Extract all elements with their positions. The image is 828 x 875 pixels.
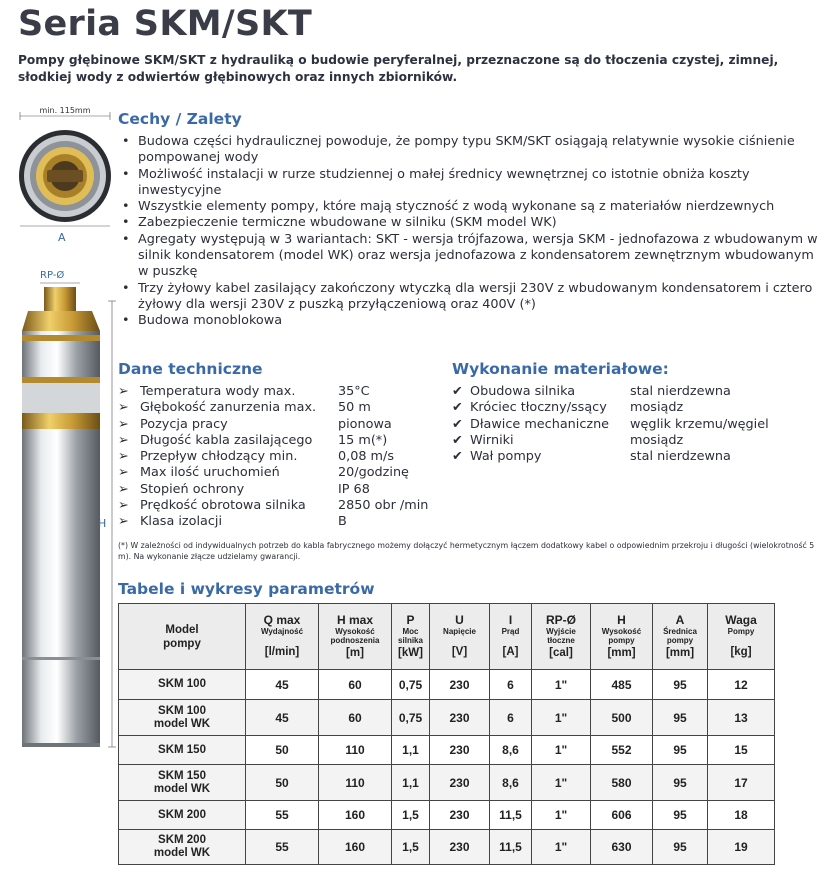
value-cell: 60 [319, 670, 392, 700]
header-diameter: A Średnica pompy [mm] [653, 604, 708, 670]
material-row: ✔ Obudowa silnika stal nierdzewna [452, 384, 731, 399]
value-cell: 606 [591, 801, 653, 830]
header-current: I Prąd [A] [490, 604, 532, 670]
value-cell: 485 [591, 670, 653, 700]
value-cell: 230 [430, 801, 490, 830]
value-cell: 580 [591, 765, 653, 801]
value-cell: 17 [708, 765, 775, 801]
value-cell: 6 [490, 700, 532, 736]
value-cell: 230 [430, 765, 490, 801]
header-weight: Waga Pompy [kg] [708, 604, 775, 670]
arrow-icon: ➢ [118, 465, 129, 481]
value-cell: 95 [653, 830, 708, 865]
value-cell: 6 [490, 670, 532, 700]
list-item: • Zabezpieczenie termiczne wbudowane w silniku (SKM model WK) [118, 215, 818, 231]
value-cell: 500 [591, 700, 653, 736]
pump-top-view-diagram [14, 104, 116, 244]
header-height: H Wysokość pompy [mm] [591, 604, 653, 670]
width-label: min. 115mm [39, 106, 91, 115]
value-cell: 1,5 [392, 830, 430, 865]
header-rp: RP-Ø Wyjście tłoczne [cal] [532, 604, 591, 670]
header-q-max: Q max Wydajność [l/min] [246, 604, 319, 670]
value-cell: 0,75 [392, 670, 430, 700]
table-row [119, 765, 775, 801]
value-cell: 8,6 [490, 765, 532, 801]
material-row: ✔ Wał pompy stal nierdzewna [452, 449, 731, 465]
value-cell: 160 [319, 830, 392, 865]
value-cell: 1" [532, 736, 591, 765]
value-cell: 110 [319, 765, 392, 801]
table-row [119, 670, 775, 700]
model-cell: SKM 200 model WK [119, 830, 246, 865]
value-cell: 0,75 [392, 700, 430, 736]
model-cell: SKM 150 [119, 736, 246, 765]
model-cell: SKM 200 [119, 801, 246, 830]
value-cell: 55 [246, 801, 319, 830]
value-cell: 1" [532, 801, 591, 830]
list-item: • Możliwość instalacji w rurze studziennej o małej średnicy wewnętrznej co istotnie obniża koszty inwestycyjne [118, 167, 818, 200]
value-cell: 45 [246, 670, 319, 700]
value-cell: 95 [653, 670, 708, 700]
value-cell: 630 [591, 830, 653, 865]
value-cell: 13 [708, 700, 775, 736]
value-cell: 230 [430, 830, 490, 865]
value-cell: 55 [246, 830, 319, 865]
value-cell: 160 [319, 801, 392, 830]
value-cell: 50 [246, 765, 319, 801]
table-heading: Tabele i wykresy parametrów [118, 580, 375, 598]
features-heading: Cechy / Zalety [118, 110, 242, 128]
arrow-icon: ➢ [118, 416, 129, 432]
specs-list [118, 384, 458, 531]
spec-row: ➢ Głębokość zanurzenia max. 50 m [118, 400, 371, 416]
header-voltage: U Napięcie [V] [430, 604, 490, 670]
table-row [119, 736, 775, 765]
features-list [118, 134, 818, 330]
model-cell: SKM 100 model WK [119, 700, 246, 736]
value-cell: 552 [591, 736, 653, 765]
checkmark-icon: ✔ [452, 416, 463, 432]
list-item: • Wszystkie elementy pompy, które mają styczność z wodą wykonane są z materiałów nierdzewnych [118, 199, 818, 215]
table-row [119, 830, 775, 865]
checkmark-icon: ✔ [452, 432, 463, 448]
value-cell: 11,5 [490, 830, 532, 865]
checkmark-icon: ✔ [452, 384, 463, 399]
value-cell: 230 [430, 736, 490, 765]
value-cell: 18 [708, 801, 775, 830]
intro-text: Pompy głębinowe SKM/SKT z hydrauliką o budowie peryferalnej, przeznaczone są do tłoczenia czystej, zimnej, słodkiej wody z odwiertów głębinowych oraz innych zbiorników. [18, 53, 779, 84]
value-cell: 8,6 [490, 736, 532, 765]
value-cell: 110 [319, 736, 392, 765]
header-model: Model pompy [119, 604, 246, 670]
value-cell: 45 [246, 700, 319, 736]
material-row: ✔ Króciec tłoczny/ssący mosiądz [452, 400, 684, 416]
value-cell: 12 [708, 670, 775, 700]
model-cell: SKM 150 model WK [119, 765, 246, 801]
value-cell: 230 [430, 670, 490, 700]
spec-row: ➢ Prędkość obrotowa silnika 2850 obr /min [118, 498, 429, 514]
spec-row: ➢ Stopień ochrony IP 68 [118, 481, 370, 497]
value-cell: 95 [653, 765, 708, 801]
footnote: (*) W zależności od indywidualnych potrzeb do kabla fabrycznego możemy dołączyć hermetycznym łączem dodatkowy kabel o odpowiednim przekroju i długości (wielokrotność 5 m). Na wykonanie złącze udzielamy gwarancji. [118, 541, 815, 561]
value-cell: 11,5 [490, 801, 532, 830]
spec-row: ➢ Max ilość uruchomień 20/godzinę [118, 465, 409, 481]
arrow-icon: ➢ [118, 449, 129, 465]
value-cell: 1" [532, 700, 591, 736]
value-cell: 1,1 [392, 736, 430, 765]
value-cell: 95 [653, 801, 708, 830]
material-row: ✔ Dławice mechaniczne węglik krzemu/węgiel [452, 416, 769, 432]
parameters-table [118, 603, 775, 865]
value-cell: 1" [532, 670, 591, 700]
diameter-a-label: A [58, 231, 66, 244]
header-h-max: H max Wysokość podnoszenia [m] [319, 604, 392, 670]
value-cell: 1" [532, 765, 591, 801]
value-cell: 230 [430, 700, 490, 736]
arrow-icon: ➢ [118, 498, 129, 514]
material-row: ✔ Wirniki mosiądz [452, 432, 684, 448]
list-item: • Trzy żyłowy kabel zasilający zakończony wtyczką dla wersji 230V z wbudowanym kondensatorem i cztero żyłowy dla wersji 230V z puszką przyłączeniową oraz 400V (*) [118, 281, 818, 314]
arrow-icon: ➢ [118, 432, 129, 448]
spec-row: ➢ Przepływ chłodzący min. 0,08 m/s [118, 449, 395, 465]
arrow-icon: ➢ [118, 481, 129, 497]
value-cell: 50 [246, 736, 319, 765]
value-cell: 19 [708, 830, 775, 865]
spec-row: ➢ Temperatura wody max. 35°C [118, 384, 370, 399]
value-cell: 60 [319, 700, 392, 736]
checkmark-icon: ✔ [452, 400, 463, 416]
rp-label: RP-Ø [40, 270, 65, 281]
model-cell: SKM 100 [119, 670, 246, 700]
page-title: Seria SKM/SKT [18, 4, 313, 44]
height-h-label: H [98, 517, 107, 530]
value-cell: 1,1 [392, 765, 430, 801]
checkmark-icon: ✔ [452, 449, 463, 465]
spec-row: ➢ Klasa izolacji B [118, 514, 347, 530]
list-item: • Budowa monoblokowa [118, 313, 818, 329]
table-row [119, 700, 775, 736]
list-item: • Agregaty występują w 3 wariantach: SKT - wersja trójfazowa, wersja SKM - jednofazowa z wbudowanym w silnik kondensatorem (model WK) oraz wersja jednofazowa z kondensatorem zewnętrznym wbudowanym w puszkę [118, 232, 818, 281]
pump-side-view-diagram [14, 265, 124, 755]
value-cell: 15 [708, 736, 775, 765]
spec-row: ➢ Długość kabla zasilającego 15 m(*) [118, 432, 388, 448]
header-power: P Moc silnika [kW] [392, 604, 430, 670]
value-cell: 95 [653, 700, 708, 736]
arrow-icon: ➢ [118, 384, 129, 399]
arrow-icon: ➢ [118, 400, 129, 416]
table-row [119, 801, 775, 830]
list-item: • Budowa części hydraulicznej powoduje, że pompy typu SKM/SKT osiągają relatywnie wysokie ciśnienie pompowanej wody [118, 134, 818, 167]
value-cell: 1,5 [392, 801, 430, 830]
spec-row: ➢ Pozycja pracy pionowa [118, 416, 392, 432]
materials-heading: Wykonanie materiałowe: [452, 360, 669, 378]
value-cell: 95 [653, 736, 708, 765]
specs-heading: Dane techniczne [118, 360, 263, 378]
value-cell: 1" [532, 830, 591, 865]
arrow-icon: ➢ [118, 514, 129, 530]
materials-list [452, 384, 769, 465]
